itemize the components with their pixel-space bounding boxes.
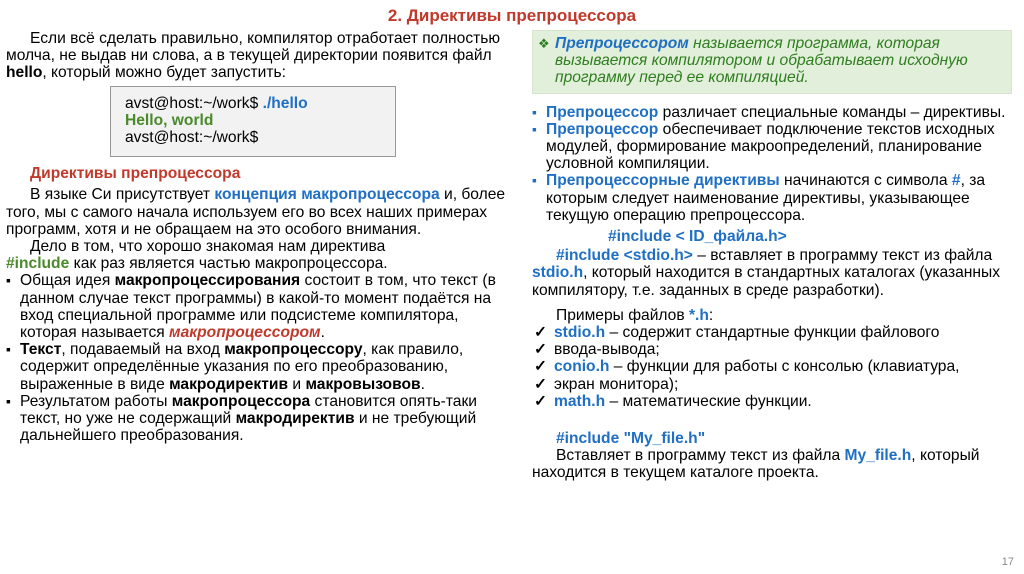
diamond-bullet-icon: ❖ [538, 36, 550, 51]
header-files-list [532, 324, 1012, 410]
my-include-syntax: #include "My_file.h" [556, 430, 706, 448]
list-item: ▪ Текст, подаваемый на вход макропроцессору, как правило, содержит определённые указания по его преобразованию, выраженные в виде макродиректив и макровызовов. [6, 341, 506, 393]
code-line-1: avst@host:~/work$ ./hello [125, 94, 308, 112]
include-description: #include <stdio.h> – вставляет в программу текст из файла stdio.h, который находится в стандартных каталогах (указанных компилятору, т.е. заданных в среде разработки). [532, 247, 1001, 299]
code-line-3: avst@host:~/work$ [125, 129, 259, 147]
my-include-description: Вставляет в программу текст из файла My_file.h, который находится в текущем каталоге проекта. [532, 447, 980, 482]
right-bullet-list [532, 104, 1012, 224]
include-syntax: #include < ID_файла.h> [608, 228, 787, 246]
list-item: ✓ ввода-вывода; [532, 341, 1012, 358]
left-column [6, 30, 506, 444]
list-item: ✓ stdio.h – содержит стандартные функции файлового [532, 324, 1012, 341]
list-item: ✓ экран монитора); [532, 376, 1012, 393]
list-item: ▪ Результатом работы макропроцессора становится опять-таки текст, но уже не содержащий макродиректив и не требующий дальнейшего преобразования. [6, 393, 506, 445]
section-subheading: Директивы препроцессора [30, 165, 241, 183]
code-output: Hello, world [125, 111, 214, 129]
examples-heading: Примеры файлов *.h: [556, 306, 714, 324]
slide-title: 2. Директивы препроцессора [387, 6, 637, 25]
right-column [532, 30, 1012, 482]
list-item: ✓ conio.h – функции для работы с консолью (клавиатура, [532, 358, 1012, 375]
terminal-code-box [110, 86, 396, 158]
paragraph-1: В языке Си присутствует концепция макропроцессора и, более того, мы с самого начала используем его во всех наших примерах программ, хотя и не обращаем на это особого внимания. [6, 186, 506, 238]
page-number: 17 [1001, 556, 1014, 568]
definition-box: ❖ Препроцессором называется программа, которая вызывается компилятором и обрабатывает исходную программу перед ее компиляцией. [532, 30, 1012, 94]
list-item: ▪ Препроцессор обеспечивает подключение текстов исходных модулей, формирование макроопределений, планирование условной компиляции. [532, 121, 1012, 173]
paragraph-2: Дело в том, что хорошо знакомая нам директива #include как раз является частью макропроцессора. [6, 238, 388, 273]
list-item: ▪ Препроцессор различает специальные команды – директивы. [532, 104, 1012, 121]
intro-paragraph: Если всё сделать правильно, компилятор отработает полностью молча, не выдав ни слова, а в текущей директории появится файл hello, который можно будет запустить: [6, 30, 501, 82]
hello-filename: hello [6, 64, 43, 82]
list-item: ▪ Общая идея макропроцессирования состоит в том, что текст (в данном случае текст программы) в какой-то момент подаётся на вход специальной программе или подсистеме компилятора, которая называется макропроцессором. [6, 272, 506, 341]
list-item: ✓ math.h – математические функции. [532, 393, 1012, 410]
list-item: ▪ Препроцессорные директивы начинаются с символа #, за которым следует наименование директивы, указывающее текущую операцию препроцессора. [532, 172, 1012, 224]
left-bullet-list [6, 272, 506, 444]
